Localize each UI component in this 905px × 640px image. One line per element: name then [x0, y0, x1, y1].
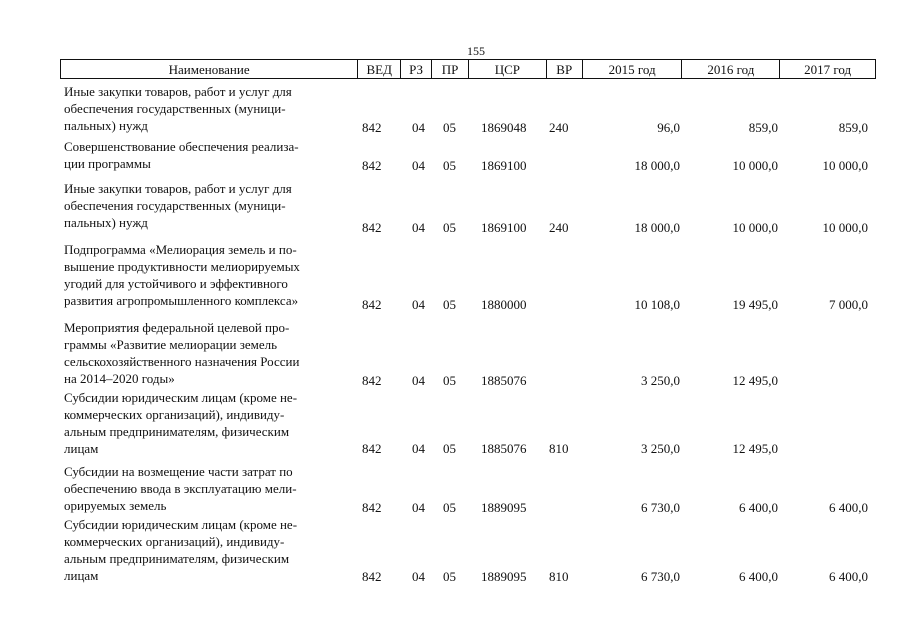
row-vr: 240: [549, 220, 569, 235]
row-csr: 1869100: [481, 158, 527, 173]
row-ved: 842: [362, 297, 382, 312]
row-2017: 6 400,0: [829, 569, 868, 584]
row-2016: 19 495,0: [732, 297, 778, 312]
row-csr: 1885076: [481, 441, 527, 456]
row-csr: 1889095: [481, 569, 527, 584]
row-2015: 3 250,0: [641, 373, 680, 388]
row-rz: 04: [412, 441, 425, 456]
row-rz: 04: [412, 120, 425, 135]
row-csr: 1869100: [481, 220, 527, 235]
row-2017: 859,0: [838, 120, 868, 135]
row-2016: 6 400,0: [739, 569, 778, 584]
row-2016: 12 495,0: [732, 441, 778, 456]
row-name: Совершенствование обеспечения реализа- ции программы: [64, 139, 299, 171]
row-2016: 10 000,0: [732, 220, 778, 235]
row-pr: 05: [443, 441, 456, 456]
table-header: [60, 59, 876, 79]
row-vr: 810: [549, 569, 569, 584]
row-2015: 18 000,0: [634, 158, 680, 173]
row-ved: 842: [362, 158, 382, 173]
table-row: [60, 463, 876, 516]
row-2017: 6 400,0: [829, 500, 868, 515]
row-name: Субсидии юридическим лицам (кроме не- коммерческих организаций), индивиду- альным предпринимателям, физическим лицам: [64, 390, 298, 456]
page-number: 155: [467, 44, 485, 58]
row-csr: 1880000: [481, 297, 527, 312]
row-pr: 05: [443, 220, 456, 235]
table-row: [60, 389, 876, 457]
header-vr: ВР: [546, 60, 582, 78]
header-ved: ВЕД: [357, 60, 400, 78]
header-csr: ЦСР: [468, 60, 546, 78]
row-vr: 240: [549, 120, 569, 135]
table-row: [60, 241, 876, 313]
row-ved: 842: [362, 373, 382, 388]
row-ved: 842: [362, 120, 382, 135]
row-pr: 05: [443, 569, 456, 584]
row-rz: 04: [412, 297, 425, 312]
row-2015: 6 730,0: [641, 569, 680, 584]
row-2016: 6 400,0: [739, 500, 778, 515]
row-rz: 04: [412, 569, 425, 584]
row-name: Мероприятия федеральной целевой про- граммы «Развитие мелиорации земель сельскохозяйственного назначения России на 2014–2020 годы»: [64, 320, 300, 386]
row-csr: 1869048: [481, 120, 527, 135]
row-name: Иные закупки товаров, работ и услуг для обеспечения государственных (муници- пальных) нужд: [64, 181, 292, 230]
row-2017: 10 000,0: [822, 220, 868, 235]
row-pr: 05: [443, 158, 456, 173]
row-2015: 10 108,0: [634, 297, 680, 312]
row-pr: 05: [443, 120, 456, 135]
row-csr: 1885076: [481, 373, 527, 388]
table-row: [60, 319, 876, 389]
row-2017: 10 000,0: [822, 158, 868, 173]
header-name: Наименование: [168, 61, 250, 77]
row-2015: 6 730,0: [641, 500, 680, 515]
header-rz: РЗ: [400, 60, 431, 78]
row-ved: 842: [362, 220, 382, 235]
row-name: Субсидии юридическим лицам (кроме не- коммерческих организаций), индивиду- альным предпринимателям, физическим лицам: [64, 517, 298, 583]
row-2017: 7 000,0: [829, 297, 868, 312]
header-2015: 2015 год: [582, 60, 682, 78]
row-csr: 1889095: [481, 500, 527, 515]
row-2015: 96,0: [657, 120, 680, 135]
row-rz: 04: [412, 373, 425, 388]
row-2016: 10 000,0: [732, 158, 778, 173]
table-row: [60, 516, 876, 585]
row-name: Подпрограмма «Мелиорация земель и по- вышение продуктивности мелиорируемых угодий для устойчивого и эффективного развития агропромышленного комплекса»: [64, 242, 300, 308]
row-2016: 12 495,0: [732, 373, 778, 388]
row-pr: 05: [443, 500, 456, 515]
row-rz: 04: [412, 500, 425, 515]
row-rz: 04: [412, 158, 425, 173]
header-2016: 2016 год: [681, 60, 779, 78]
row-2015: 18 000,0: [634, 220, 680, 235]
header-2017: 2017 год: [779, 60, 875, 78]
row-name: Иные закупки товаров, работ и услуг для обеспечения государственных (муници- пальных) нужд: [64, 84, 292, 133]
row-2015: 3 250,0: [641, 441, 680, 456]
header-pr: ПР: [431, 60, 468, 78]
row-vr: 810: [549, 441, 569, 456]
row-pr: 05: [443, 373, 456, 388]
row-name: Субсидии на возмещение части затрат по обеспечению ввода в эксплуатацию мели- орируемых земель: [64, 464, 297, 513]
row-ved: 842: [362, 569, 382, 584]
row-ved: 842: [362, 441, 382, 456]
table-row: [60, 138, 876, 174]
row-rz: 04: [412, 220, 425, 235]
row-pr: 05: [443, 297, 456, 312]
row-2016: 859,0: [748, 120, 778, 135]
table-row: [60, 180, 876, 236]
row-ved: 842: [362, 500, 382, 515]
table-row: [60, 83, 876, 136]
